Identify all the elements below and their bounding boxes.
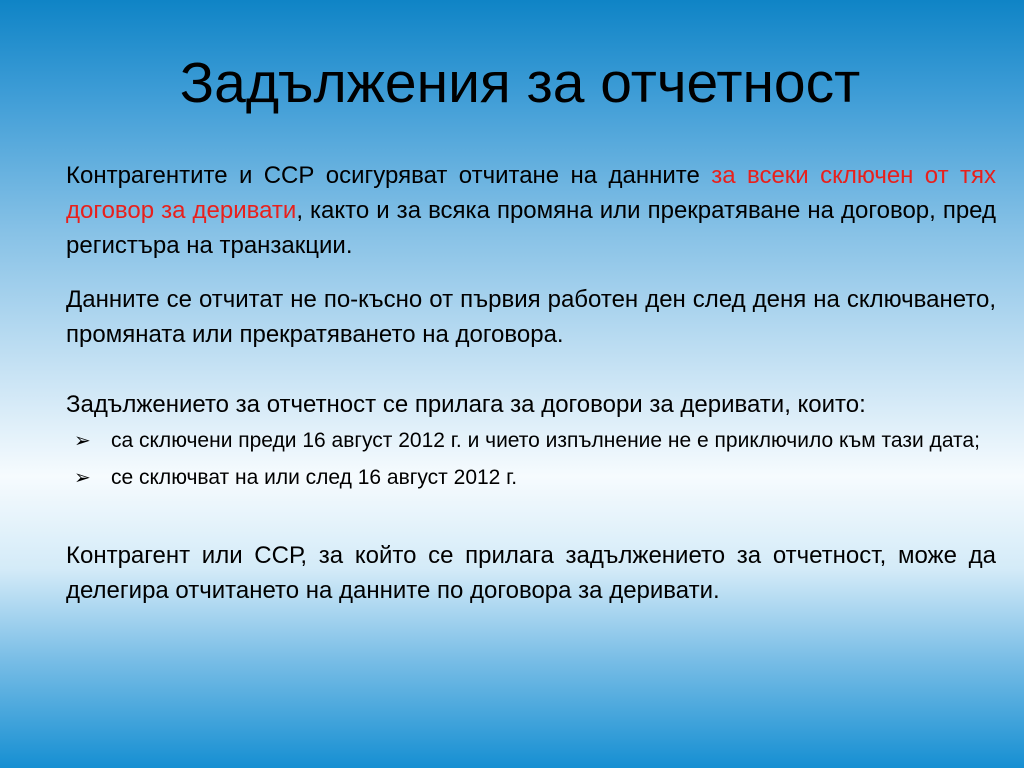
bullet-item (66, 425, 996, 457)
paragraph-deadline: Данните се отчитат не по-късно от първия работен ден след деня на сключването, промяната или прекратяването на договора. (66, 286, 996, 348)
paragraph-reporting-duty (66, 158, 996, 263)
bullet-item (66, 462, 996, 494)
slide-title: Задължения за отчетност (179, 51, 861, 115)
paragraph-text: Контрагентите и ССР осигуряват отчитане на данните (66, 162, 712, 189)
slide-content (66, 158, 996, 608)
bullet-text: се сключват на или след 16 август 2012 г. (111, 466, 518, 489)
paragraph-delegation: Контрагент или ССР, за който се прилага задължението за отчетност, може да делегира отчитането на данните по договора за деривати. (66, 542, 996, 604)
arrow-bullet-icon: ➢ (74, 430, 91, 452)
arrow-bullet-icon: ➢ (74, 467, 91, 489)
paragraph-scope: Задължението за отчетност се прилага за договори за деривати, които: (66, 391, 866, 418)
bullet-text: са сключени преди 16 август 2012 г. и чието изпълнение не е приключило към тази дата; (111, 429, 980, 452)
paragraph-text: , както и за всяка промяна или прекратяване на договор, пред регистъра на транзакции. (66, 197, 996, 259)
bullet-list (66, 425, 996, 494)
highlighted-text: за всеки сключен от тях договор за деривати (66, 162, 996, 224)
